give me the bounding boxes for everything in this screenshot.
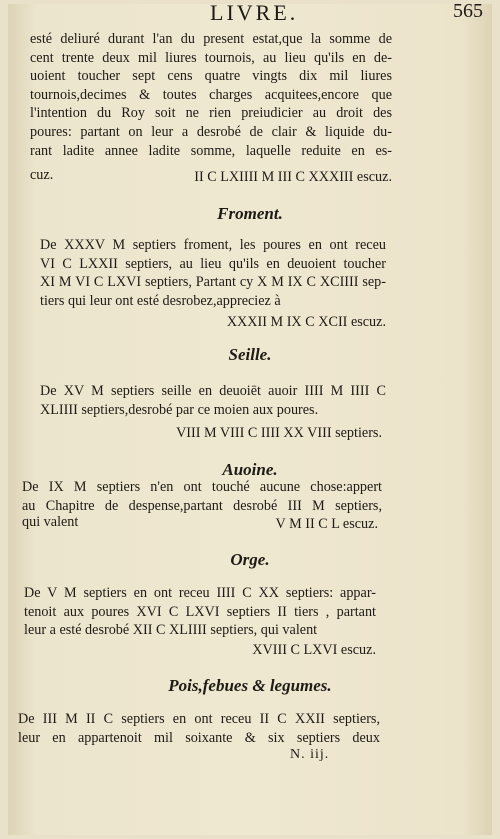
text-line: De III M II C septiers en ont receu II C XXII septiers, [18,711,380,727]
text-line: tournois,decimes & toutes charges acquitees,encore que [30,86,392,103]
text-line: De V M septiers en ont receu IIII C XX septiers: appar- [24,585,376,601]
running-header [0,0,500,25]
running-title: LIVRE. [210,0,299,25]
text-line: l'intention du Roy soit ne rien preiudicier au droit des [30,105,392,122]
section-heading-seille: Seille. [228,345,272,364]
section-heading-auoine: Auoine. [222,460,278,479]
text-line: cuz. [30,167,54,183]
text-line: leur a esté desrobé XII C XLIIII septiers, qui valent [24,622,318,639]
paragraph-pois [18,710,380,747]
text-line: rant ladite annee ladite somme, laquelle reduite en es- [30,142,392,159]
text-line: tenoit aux poures XVI C LXVI septiers II tiers , partant [24,603,376,620]
text-line: cent trente deux mil liures tournois, au lieu qu'ils en de- [30,49,392,66]
signature-mark: N. iij. [290,747,330,762]
text-line: leur en appartenoit mil soixante & six septiers deux [18,729,380,746]
page-number: 565 [453,0,483,22]
text-line: De XXXV M septiers froment, les poures en ont receu [40,237,386,253]
text-line: qui valent [22,514,79,530]
text-line: XI M VI C LXVI septiers, Partant cy X M IX C XCIIII sep- [40,274,386,291]
text-line: XLIIII septiers,desrobé par ce moien aux poures. [40,401,319,418]
text-line: VI C LXXII septiers, au lieu qu'ils en deuoient toucher [40,255,386,272]
text-line: De XV M septiers seille en deuoiēt auoir IIII M IIII C [40,383,386,399]
total-amount: XXXII M IX C XCII escuz. [226,314,386,330]
total-amount: II C LXIIII M III C XXXIII escuz. [194,169,392,185]
total-amount: V M II C L escuz. [275,516,378,532]
text-line: esté deliuré durant l'an du present estat,que la somme de [30,31,392,47]
total-amount: XVIII C LXVI escuz. [252,642,376,658]
paragraph-auoine [22,478,382,515]
paragraph-intro [30,30,392,160]
text-line: De IX M septiers n'en ont touché aucune chose:appert [22,479,382,495]
total-amount: VIII M VIII C IIII XX VIII septiers. [176,425,382,441]
text-line: uoient toucher sept cens quatre vingts dix mil liures [30,68,392,85]
text-line: poures: partant on leur a desrobé de clair & liquide du- [30,123,392,140]
paragraph-seille [40,382,386,419]
text-line: au Chapitre de despense,partant desrobé III M septiers, [22,497,382,514]
section-heading-froment: Froment. [217,204,283,223]
section-heading-orge: Orge. [230,550,270,569]
paragraph-froment [40,236,386,310]
section-heading-pois: Pois,febues & legumes. [168,676,332,695]
paragraph-orge [24,584,376,640]
text-line: tiers qui leur ont esté desrobez,appreciez à [40,292,281,309]
